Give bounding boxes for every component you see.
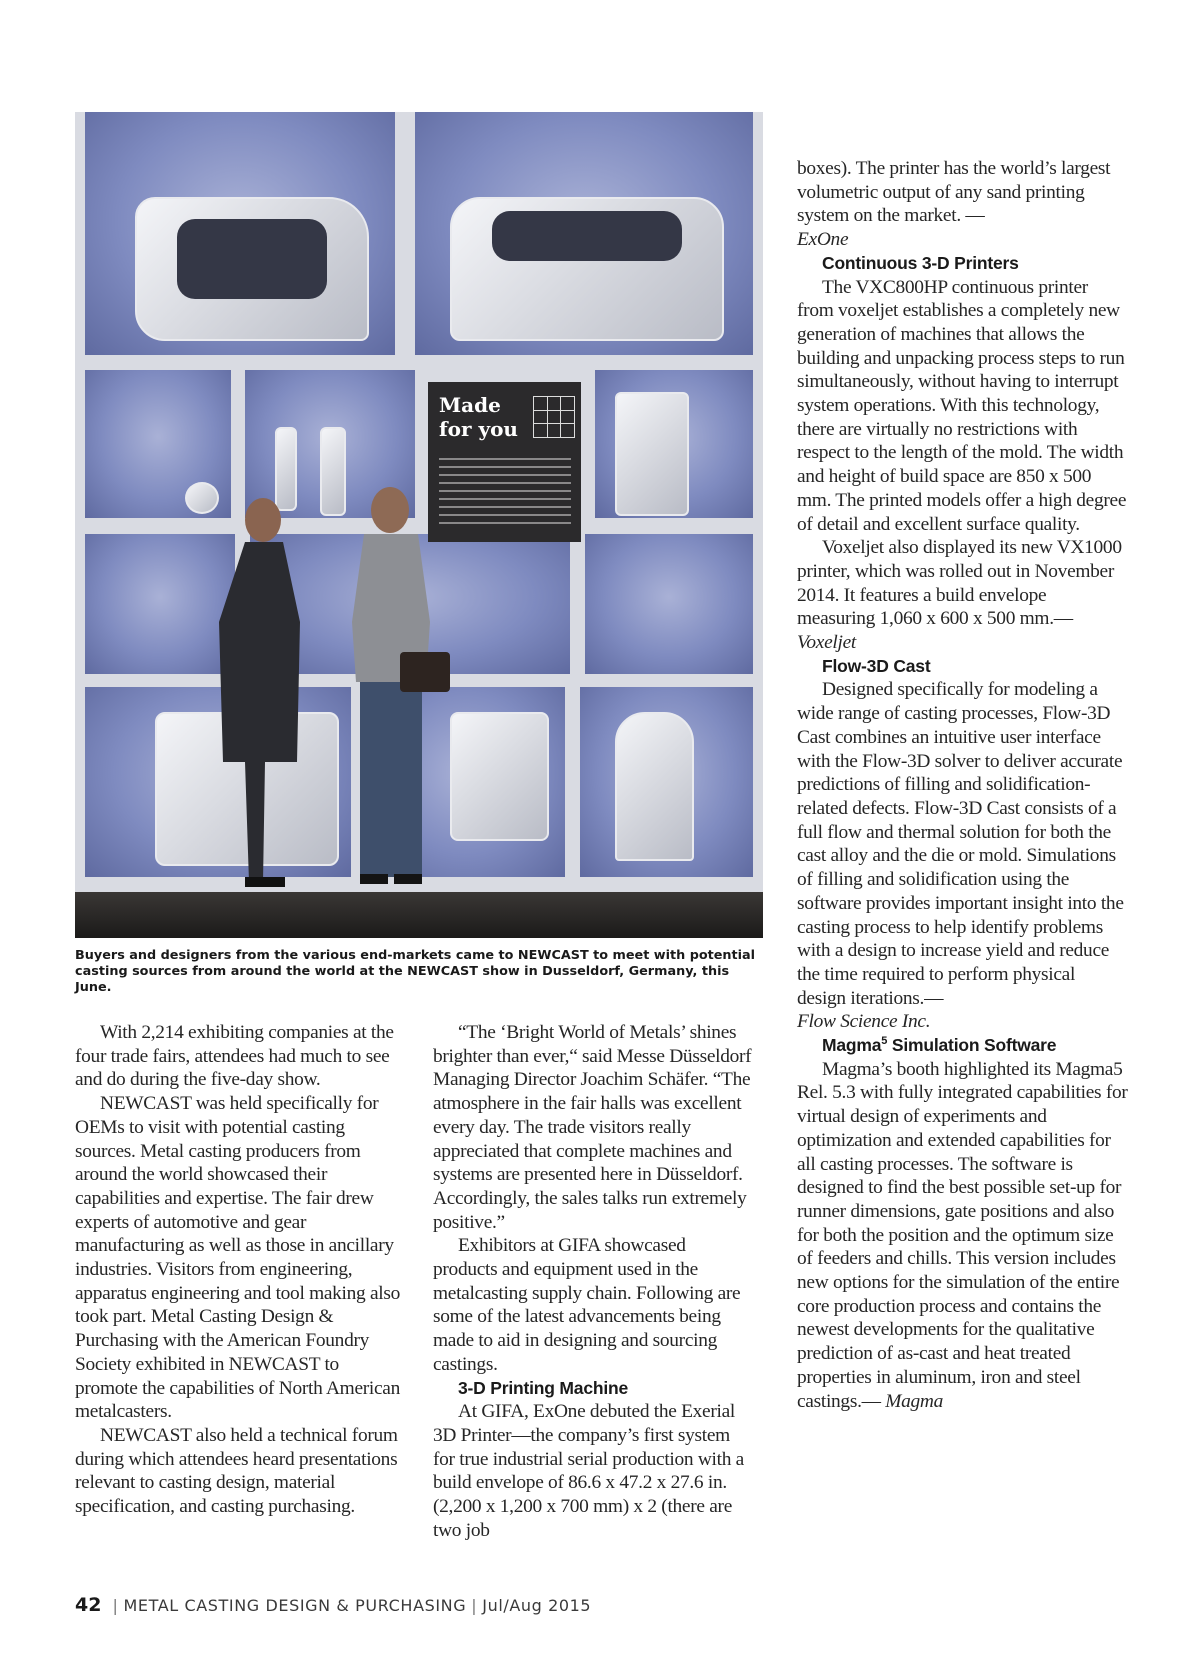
paragraph: NEWCAST was held specifically for OEMs to visit with potential casting sources. Metal casting producers from around the world showcased their capabilities and expertise. The fair drew experts of automotive and gear manufacturing as well as those in ancillary industries. Visitors from engineering, apparatus engineering and tool making also took part. Metal Casting Design & Purchasing with the American Foundry Society exhibited in NEWCAST to promote the capabilities of North American metalcasters. (75, 1093, 401, 1423)
liftgate-casting (450, 197, 724, 341)
man-left-figure (205, 492, 315, 902)
man-right-figure (330, 482, 450, 902)
page-number: 42 (75, 1594, 102, 1616)
credit-flow-science: Flow Science Inc. (797, 1011, 931, 1033)
page-footer: 42 | METAL CASTING DESIGN & PURCHASING | Jul/Aug 2015 (75, 1594, 592, 1616)
frame-casting (615, 392, 689, 516)
sign-list (439, 452, 571, 530)
subhead-magma-simulation: Magma$^5$ Simulation Software (822, 1035, 1057, 1056)
paragraph: NEWCAST also held a technical forum during which attendees heard presentations relevant to casting design, material specification, and casting purchasing. (75, 1424, 398, 1518)
photo-caption: Buyers and designers from the various end-markets came to NEWCAST to meet with potential casting sources from around the world at the NEWCAST show in Dusseldorf, Germany, this June. (75, 948, 756, 996)
paragraph: Designed specifically for modeling a wide range of casting processes, Flow-3D Cast combines an intuitive user interface with the Flow-3D solver to deliver accurate predictions of filling and solidification-related defects. Flow-3D Cast consists of a full flow and thermal solution for both the cast alloy and the die or mold. Simulations of filling and solidification using the software provides important insight into the casting process to help identify problems with a design to increase yield and reduce the time required to perform physical design iterations.— Flow Science Inc. (797, 679, 1124, 1033)
sign-grid-icon (533, 396, 575, 438)
bracket-casting (615, 712, 694, 861)
paragraph: boxes). The printer has the world’s largest volumetric output of any sand printing system on the market. — ExOne (797, 158, 1111, 251)
credit-magma: Magma (885, 1390, 944, 1412)
paragraph: Voxeljet also displayed its new VX1000 printer, which was rolled out in November 2014. It features a build envelope measuring 1,060 x 600 x 500 mm.— Voxeljet (797, 537, 1122, 654)
paragraph: Exhibitors at GIFA showcased products and equipment used in the metalcasting supply chain. Following are some of the latest advancements being made to aid in designing and sourcing castings. (433, 1235, 741, 1375)
text-column-1 (75, 1021, 401, 1519)
paragraph: Magma’s booth highlighted its Magma5 Rel. 5.3 with fully integrated capabilities for virtual design of experiments and optimization and extended capabilities for all casting processes. The software is designed to find the best possible set-up for runner dimensions, gate positions and also for both the position and the optimum size of feeders and chills. This version includes new options for the simulation of the entire core production process and contains the newest developments for the qualitative prediction of as-cast and heat treated properties in aluminum, iron and steel castings.— Magma (797, 1058, 1128, 1412)
door-casting (135, 197, 369, 341)
subhead-3d-printing-machine: 3-D Printing Machine (458, 1377, 629, 1398)
paragraph: With 2,214 exhibiting companies at the four trade fairs, attendees had much to see and do during the five-day show. (75, 1022, 394, 1091)
paragraph: The VXC800HP continuous printer from voxeljet establishes a completely new generation of machines that allows the building and unpacking process steps to run simultaneously, without having to interrupt system operations. With this technology, there are virtually no restrictions with respect to the length of the mold. The width and height of build space are 850 x 500 mm. The printed models offer a high degree of detail and excellent surface quality. (797, 276, 1127, 535)
sign-title: Made for you (439, 393, 518, 441)
paragraph: “The ‘Bright World of Metals’ shines brighter than ever,“ said Messe Düsseldorf Managing Director Joachim Schäfer. “The atmosphere in the fair halls was excellent every day. The trade visitors really appreciated that complete machines and systems are presented here in Düsseldorf. Accordingly, the sales talks run extremely positive.” (433, 1022, 752, 1233)
credit-voxeljet: Voxeljet (797, 632, 856, 654)
hero-photo (75, 112, 763, 938)
subhead-continuous-printers: Continuous 3-D Printers (822, 252, 1019, 273)
made-for-you-sign (428, 382, 581, 542)
engine-block-casting (450, 712, 549, 841)
credit-exone: ExOne (797, 229, 849, 251)
subhead-flow-3d-cast: Flow-3D Cast (822, 655, 931, 676)
publication-name: METAL CASTING DESIGN & PURCHASING (123, 1596, 467, 1615)
display-bay (585, 534, 753, 674)
text-column-2 (433, 1021, 753, 1542)
paragraph: At GIFA, ExOne debuted the Exerial 3D Printer—the company’s first system for true industrial serial production with a build envelope of 86.6 x 47.2 x 27.6 in. (2,200 x 1,200 x 700 mm) x 2 (there are two job (433, 1401, 744, 1541)
issue-date: Jul/Aug 2015 (482, 1596, 592, 1615)
text-column-3 (797, 157, 1128, 1413)
